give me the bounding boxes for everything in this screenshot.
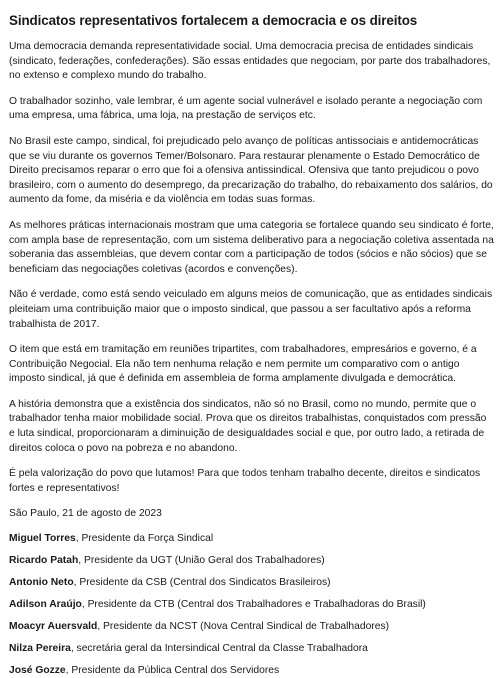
document-title: Sindicatos representativos fortalecem a democracia e os direitos — [9, 13, 418, 28]
signatory-role: , Presidente da NCST (Nova Central Sindical de Trabalhadores) — [97, 621, 390, 633]
paragraph: As melhores práticas internacionais mostram que uma categoria se fortalece quando seu sindicato é forte, com ampla base de representação, com um sistema deliberativo para a negociação coletiva assentada na soberania das assembleias, que devem contar com a participação de todos (sócios e não sócios) que se beneficiam das negociações coletivas (acordos e convenções). — [9, 219, 494, 275]
paragraph: É pela valorização do povo que lutamos! Para que todos tenham trabalho decente, direitos e sindicatos fortes e representativos! — [9, 468, 481, 494]
signatory-name: Nilza Pereira — [9, 643, 71, 655]
paragraph: No Brasil este campo, sindical, foi prejudicado pelo avanço de políticas antissociais e antidemocráticas que se viu durante os governos Temer/Bolsonaro. Para restaurar plenamente o Estado Democrático de Direito precisamos reparar o erro que foi a ofensiva antissindical. Ofensiva que tanto prejudicou o povo brasileiro, com o aumento do desemprego, da precarização do trabalho, do rebaixamento dos salários, do aumento da fome, da miséria e da violência em todas suas formas. — [9, 135, 493, 206]
signatory — [9, 576, 494, 590]
signatory — [9, 598, 494, 612]
signatory-name: Miguel Torres — [9, 533, 76, 545]
signatory-role: , Presidente da UGT (União Geral dos Trabalhadores) — [78, 555, 325, 567]
paragraph: O item que está em tramitação em reuniões tripartites, com trabalhadores, empresários e governo, é a Contribuição Negocial. Ela não tem nenhuma relação e nem permite um comparativo com o antigo imposto sindical, já que é definida em assembleia de forma amplamente divulgada e democrática. — [9, 344, 477, 385]
signatory-name: Adilson Araújo — [9, 599, 82, 611]
paragraph: A história demonstra que a existência dos sindicatos, não só no Brasil, como no mundo, permite que o trabalhador tenha maior mobilidade social. Prova que os direitos trabalhistas, conquistados com pressão e luta sindical, proporcionaram a diminuição de desigualdades social e que, por outro lado, a retirada de direitos coloca o povo na pobreza e no abandono. — [9, 398, 487, 454]
paragraph: Uma democracia demanda representatividade social. Uma democracia precisa de entidades sindicais (sindicato, federações, confederações). São essas entidades que negociam, por parte dos trabalhadores, no extenso e complexo mundo do trabalho. — [9, 41, 491, 82]
signatory-name: Antonio Neto — [9, 577, 74, 589]
signatory-role: , Presidente da Pública Central dos Servidores — [65, 665, 280, 677]
signatory — [9, 532, 494, 546]
paragraph: O trabalhador sozinho, vale lembrar, é um agente social vulnerável e isolado perante a negociação com uma empresa, uma fábrica, uma loja, na prestação de serviços etc. — [9, 95, 483, 122]
signatory-role: , Presidente da Força Sindical — [75, 533, 214, 545]
signatory — [9, 642, 494, 656]
signatory-role: , Presidente da CSB (Central dos Sindicatos Brasileiros) — [73, 577, 331, 589]
paragraph: Não é verdade, como está sendo veiculado em alguns meios de comunicação, que as entidades sindicais pleiteiam uma contribuição maior que o imposto sindical, que passou a ser facultativo após a reforma trabalhista de 2017. — [9, 289, 493, 330]
signatory-role: , Presidente da CTB (Central dos Trabalhadores e Trabalhadoras do Brasil) — [81, 599, 426, 611]
date-line: São Paulo, 21 de agosto de 2023 — [9, 508, 162, 520]
signatory-name: José Gozze — [9, 665, 66, 677]
signatory-name: Moacyr Auersvald — [9, 621, 98, 633]
signatory — [9, 620, 494, 634]
signatory-name: Ricardo Patah — [9, 555, 79, 567]
signatory — [9, 554, 494, 568]
signatory-role: , secretária geral da Intersindical Central da Classe Trabalhadora — [70, 643, 368, 655]
signatory — [9, 664, 494, 678]
